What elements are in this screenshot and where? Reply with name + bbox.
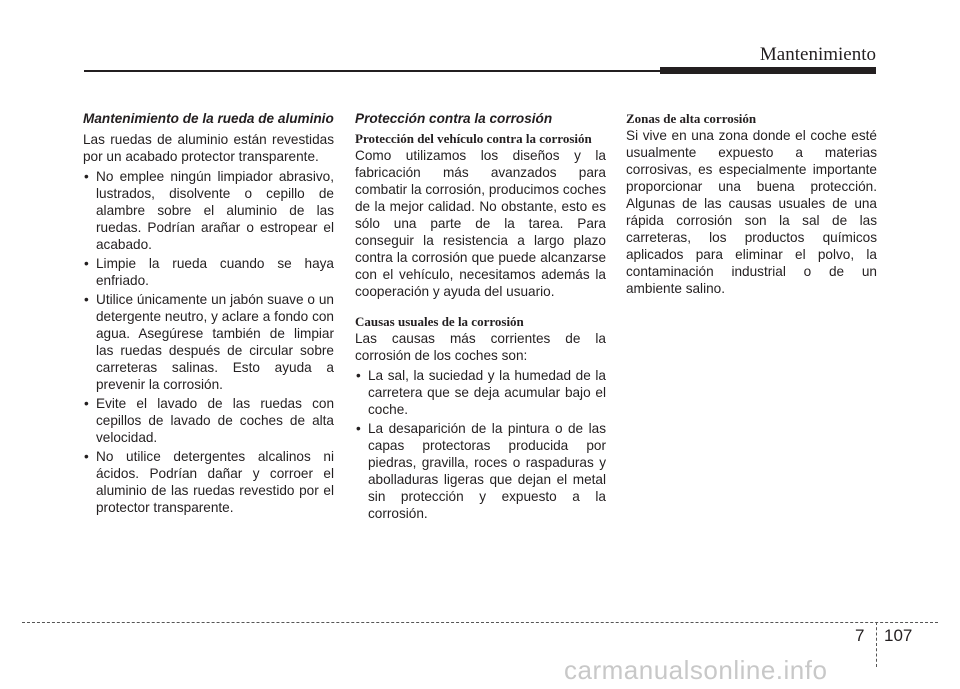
- column-corrosion-protection: [355, 111, 606, 524]
- list-item: • Utilice únicamente un jabón suave o un detergente neutro, y aclare a fondo con agua. Asegúrese también de limpiar las ruedas después de circular sobre carreteras salinas. Esto ayuda a prevenir la corrosión.: [83, 291, 334, 393]
- paragraph-high-corrosion: Si vive en una zona donde el coche esté usualmente expuesto a materias corrosivas, es especialmente importante proporcionar una buena protección. Algunas de las causas usuales de una rápida corrosión son la sal de las carreteras, los productos químicos aplicados para eliminar el polvo, la contaminación industrial o de un ambiente salino.: [626, 128, 877, 296]
- subheading-high-corrosion: Zonas de alta corrosión: [626, 111, 757, 126]
- subheading-corrosion-causes: Causas usuales de la corrosión: [355, 314, 524, 329]
- paragraph-corrosion-causes: Las causas más corrientes de la corrosión de los coches son:: [355, 331, 606, 363]
- list-item: • La sal, la suciedad y la humedad de la carretera que se deja acumular bajo el coche.: [355, 367, 606, 418]
- column-wheel-care: [83, 111, 334, 518]
- header-bar: [660, 67, 876, 74]
- corrosion-causes-list: [355, 367, 606, 522]
- paragraph-vehicle-protection: Como utilizamos los diseños y la fabricación más avanzados para combatir la corrosión, producimos coches de la mejor calidad. No obstante, esto es sólo una parte de la tarea. Para conseguir la resistencia a largo plazo contra la corrosión que puede alcanzarse con el vehículo, necesitamos además la cooperación y ayuda del usuario.: [355, 148, 606, 299]
- wheel-care-list: [83, 168, 334, 516]
- watermark: carmanualsonline.info: [564, 655, 828, 685]
- footer-divider: [876, 622, 877, 667]
- list-item: • Evite el lavado de las ruedas con cepillos de lavado de coches de alta velocidad.: [83, 395, 334, 446]
- list-item: • No emplee ningún limpiador abrasivo, lustrados, disolvente o cepillo de alambre sobre el aluminio de las ruedas. Podrían arañar o estropear el acabado.: [83, 168, 334, 253]
- list-item: • Limpie la rueda cuando se haya enfriado.: [83, 255, 334, 289]
- footer-rule: [22, 622, 938, 623]
- subheading-vehicle-protection: Protección del vehículo contra la corrosión: [355, 131, 592, 146]
- list-item: • La desaparición de la pintura o de las capas protectoras producida por piedras, gravilla, roces o raspaduras y abolladuras ligeras que dejan el metal sin protección y expuesto a la corrosión.: [355, 420, 606, 522]
- column-high-corrosion-zones: [626, 111, 877, 297]
- heading-corrosion-protection: Protección contra la corrosión: [355, 111, 553, 126]
- chapter-number: 7: [855, 626, 865, 645]
- list-item: • No utilice detergentes alcalinos ni ácidos. Podrían dañar y corroer el aluminio de las ruedas revestido por el protector transparente.: [83, 448, 334, 516]
- heading-wheel-care: Mantenimiento de la rueda de aluminio: [83, 111, 334, 126]
- page-number: 107: [884, 626, 913, 645]
- header-rule: [84, 70, 660, 72]
- intro-paragraph: Las ruedas de aluminio están revestidas por un acabado protector transparente.: [83, 132, 334, 164]
- section-title: Mantenimiento: [759, 44, 876, 65]
